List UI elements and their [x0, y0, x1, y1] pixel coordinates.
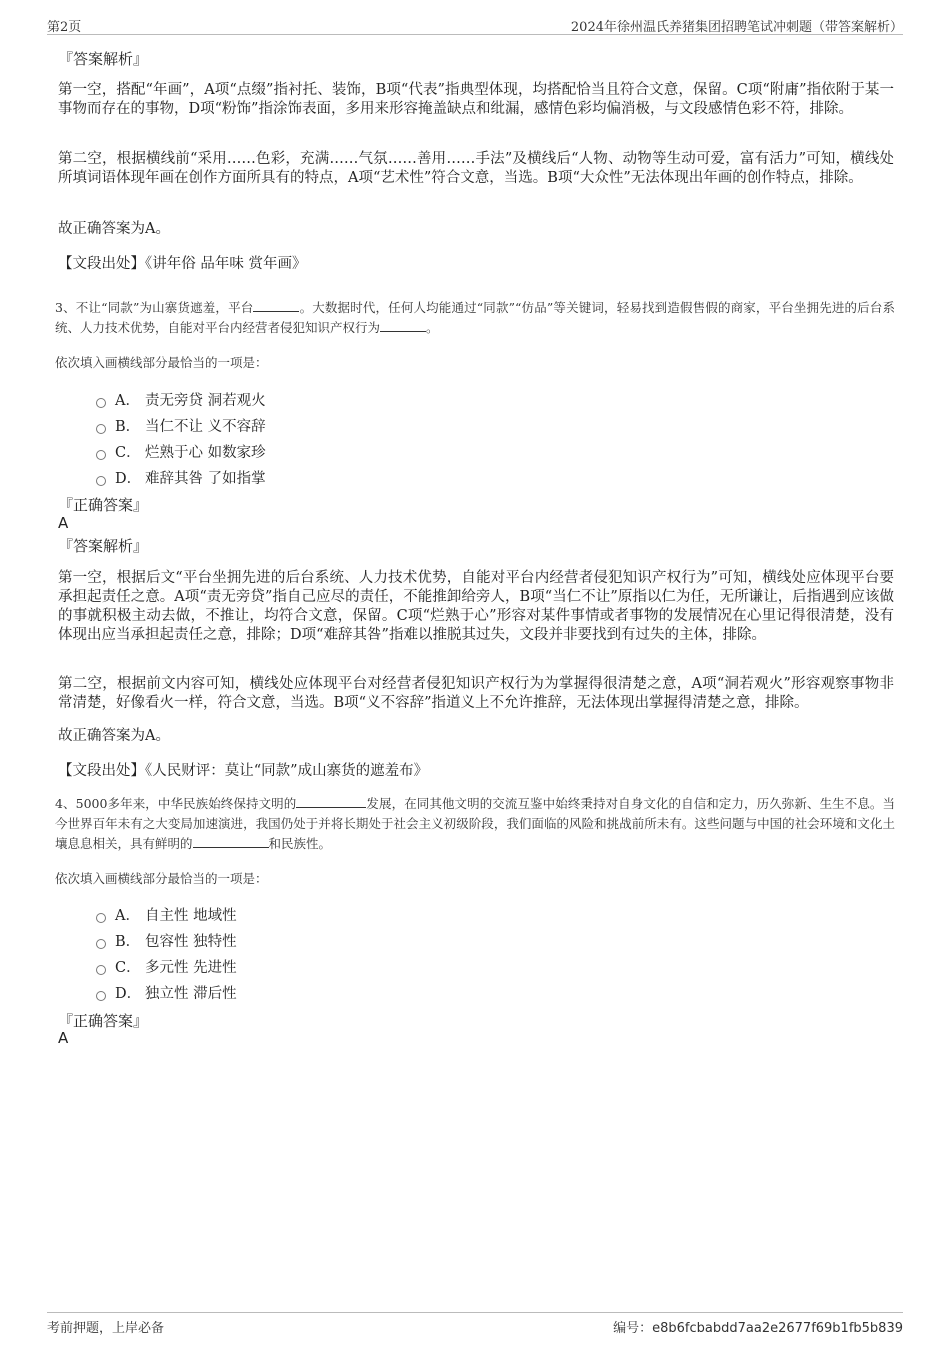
document-code: 编号：e8b6fcbabdd7aa2e2677f69b1fb5b839	[613, 1321, 903, 1336]
analysis-paragraph-2: 第二空，根据前文内容可知，横线处应体现平台对经营者侵犯知识产权行为为掌握得很清楚之意，A项“洞若观火”形容观察事物非常清楚，好像看火一样，符合文意，当选。B项“义不容辞”指道义上不允许推辞，无法体现出掌握得清楚之意，排除。	[58, 676, 894, 711]
correct-answer: A	[58, 514, 69, 532]
correct-answer-label: 『正确答案』	[58, 1012, 149, 1030]
q4-option-d[interactable]: D． 独立性 滞后性	[96, 982, 237, 1002]
q4-option-c[interactable]: C． 多元性 先进性	[96, 956, 237, 976]
q4-option-b[interactable]: B． 包容性 独特性	[96, 930, 237, 950]
correct-answer-label: 『正确答案』	[58, 496, 149, 514]
q3-option-b[interactable]: B． 当仁不让 义不容辞	[96, 415, 266, 435]
radio-icon[interactable]	[96, 965, 106, 975]
radio-icon[interactable]	[96, 450, 106, 460]
analysis-label: 『答案解析』	[58, 537, 149, 555]
radio-icon[interactable]	[96, 398, 106, 408]
page-number: 第2页	[47, 20, 82, 35]
page-footer	[47, 1312, 903, 1336]
analysis-conclusion: 故正确答案为A。	[58, 728, 170, 744]
answer-blank	[253, 299, 299, 312]
question-4-prompt: 依次填入画横线部分最恰当的一项是：	[55, 871, 268, 886]
question-3-prompt: 依次填入画横线部分最恰当的一项是：	[55, 355, 268, 370]
footer-slogan: 考前押题，上岸必备	[47, 1321, 165, 1336]
source-citation: 【文段出处】《讲年俗 品年味 赏年画》	[58, 256, 307, 272]
correct-answer: A	[58, 1029, 69, 1047]
analysis-paragraph-1: 第一空，根据后文“平台坐拥先进的后台系统、人力技术优势，自能对平台内经营者侵犯知识产权行为”可知，横线处应体现平台要承担起责任之意。A项“责无旁贷”指自己应尽的责任，不能推卸给旁人，B项“当仁不让”原指以仁为任，无所谦让，后指遇到应该做的事就积极主动去做，不推让，均符合文意，保留。C项“烂熟于心”形容对某件事情或者事物的发展情况在心里记得很清楚，没有体现出应当承担起责任之意，排除；D项“难辞其咎”指难以推脱其过失，文段并非要找到有过失的主体，排除。	[58, 570, 894, 643]
document-title: 2024年徐州温氏养猪集团招聘笔试冲刺题（带答案解析）	[570, 20, 903, 35]
analysis-paragraph-1: 第一空，搭配“年画”，A项“点缀”指衬托、装饰，B项“代表”指典型体现，均搭配恰当且符合文意，保留。C项“附庸”指依附于某一事物而存在的事物，D项“粉饰”指涂饰表面，多用来形容掩盖缺点和纰漏，感情色彩均偏消极，与文段感情色彩不符，排除。	[58, 82, 894, 117]
question-3-stem: 3、不让“同款”为山寨货遮羞，平台 。大数据时代，任何人均能通过“同款”“仿品”等关键词，轻易找到造假售假的商家，平台坐拥先进的后台系统、人力技术优势，自能对平台内经营者侵犯知识产权行为 。	[55, 300, 895, 335]
q3-option-a[interactable]: A． 责无旁贷 洞若观火	[96, 389, 266, 409]
radio-icon[interactable]	[96, 913, 106, 923]
source-citation: 【文段出处】《人民财评：莫让“同款”成山寨货的遮羞布》	[58, 763, 429, 779]
radio-icon[interactable]	[96, 939, 106, 949]
analysis-paragraph-2: 第二空，根据横线前“采用……色彩，充满……气氛……善用……手法”及横线后“人物、动物等生动可爱，富有活力”可知，横线处所填词语体现年画在创作方面所具有的特点，A项“艺术性”符合文意，当选。B项“大众性”无法体现出年画的创作特点，排除。	[58, 151, 894, 186]
analysis-conclusion: 故正确答案为A。	[58, 221, 170, 237]
answer-blank	[380, 319, 426, 332]
analysis-label: 『答案解析』	[58, 50, 149, 68]
radio-icon[interactable]	[96, 991, 106, 1001]
radio-icon[interactable]	[96, 424, 106, 434]
answer-blank	[296, 795, 366, 808]
radio-icon[interactable]	[96, 476, 106, 486]
question-4-stem: 4、5000多年来，中华民族始终保持文明的 发展，在同其他文明的交流互鉴中始终秉持对自身文化的自信和定力，历久弥新、生生不息。当今世界百年未有之大变局加速演进，我国仍处于并将长期处于社会主义初级阶段，我们面临的风险和挑战前所未有。这些问题与中国的社会环境和文化土壤息息相关，具有鲜明的 和民族性。	[55, 796, 895, 851]
page-header	[47, 14, 903, 35]
q3-option-d[interactable]: D． 难辞其咎 了如指掌	[96, 467, 266, 487]
q4-option-a[interactable]: A． 自主性 地域性	[96, 904, 237, 924]
q3-option-c[interactable]: C． 烂熟于心 如数家珍	[96, 441, 266, 461]
answer-blank	[193, 835, 269, 848]
